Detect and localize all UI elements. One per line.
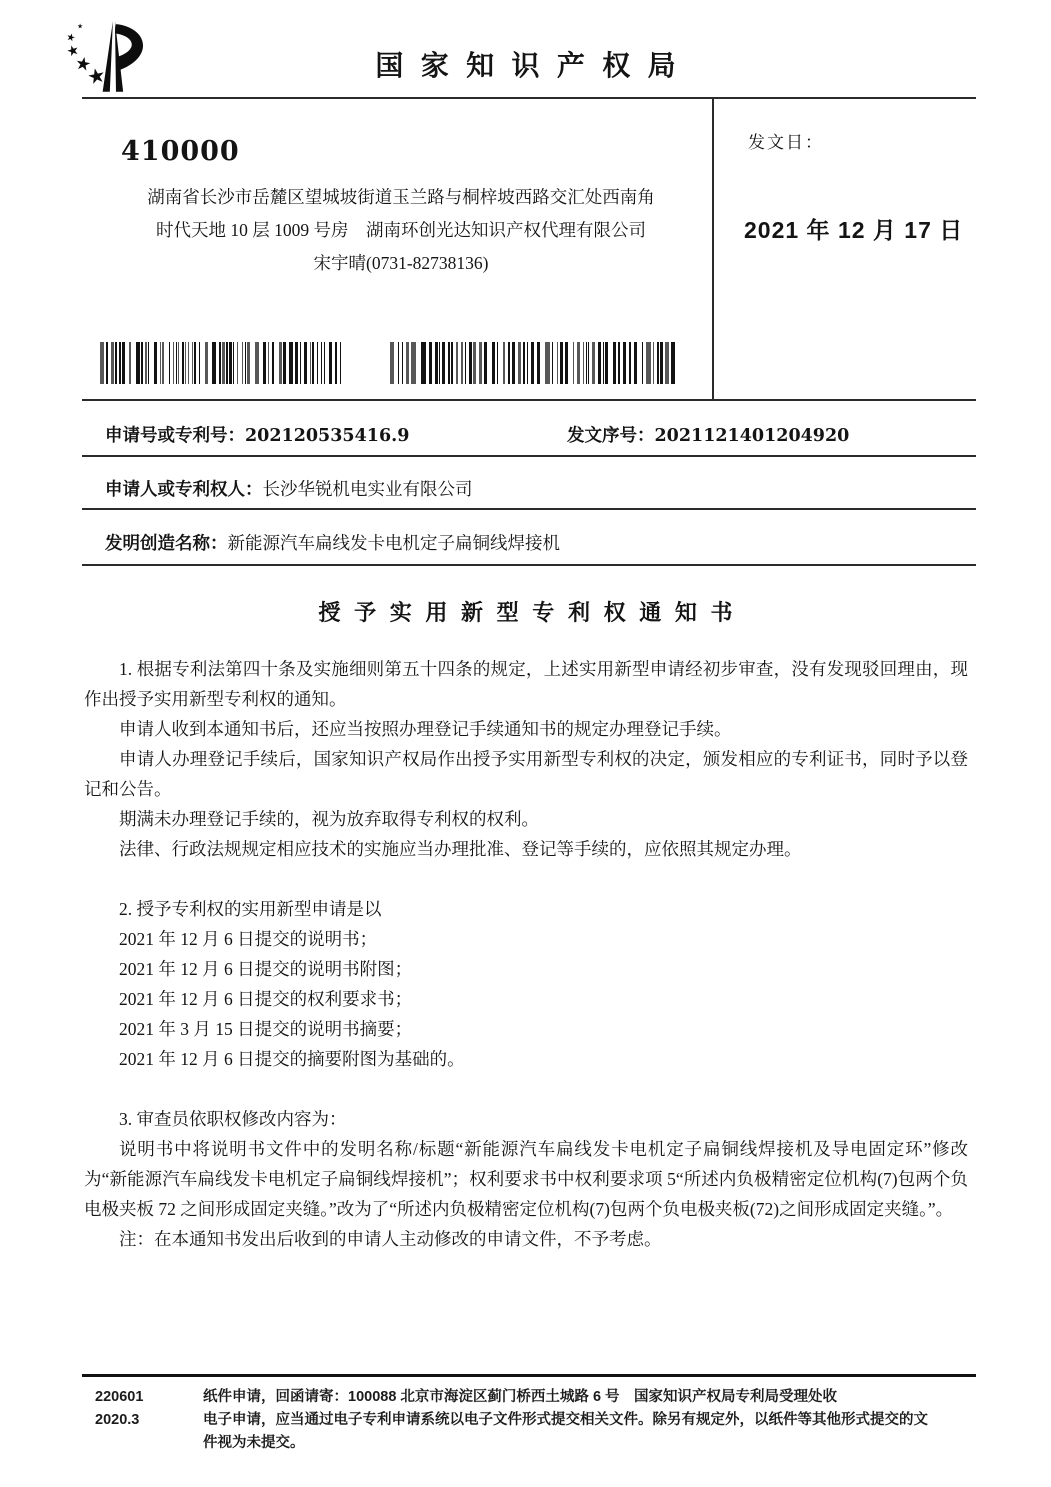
footer-paper-instruction: 纸件申请，回函请寄：100088 北京市海淀区蓟门桥西土城路 6 号 国家知识产权局专利局受理处收 [203,1389,838,1405]
invention-title-cell [82,530,560,555]
invention-title-row [82,521,976,563]
footer-divider [82,1374,976,1377]
notice-paragraph: 注：在本通知书发出后收到的申请人主动修改的申请文件，不予考虑。 [119,1229,662,1249]
notice-paragraph: 申请人收到本通知书后，还应当按照办理登记手续通知书的规定办理登记手续。 [119,719,732,739]
divider [82,399,976,401]
divider [82,455,976,457]
notice-paragraph: 申请人办理登记手续后，国家知识产权局作出授予实用新型专利权的决定，颁发相应的专利证书，同时予以登记和公告。 [84,749,968,799]
notice-body [84,654,968,1254]
notice-paragraph: 2021 年 12 月 6 日提交的权利要求书； [119,989,413,1009]
dispatch-number-cell [567,422,849,447]
barcode-right [390,342,678,384]
invention-title-label: 发明创造名称： [105,532,228,553]
notice-paragraph: 说明书中将说明书文件中的发明名称/标题“新能源汽车扁线发卡电机定子扁铜线焊接机及导电固定环”修改为“新能源汽车扁线发卡电机定子扁铜线焊接机”；权利要求书中权利要求项 5“所述内负极精密定位机构(7)包两个负电极夹板 72 之间形成固定夹缝。”改为了“所述内负极精密定位机构(7)包两个负电极夹板(72)之间形成固定夹缝。”。 [84,1139,968,1219]
applicant-value: 长沙华锐机电实业有限公司 [262,478,473,499]
notice-paragraph: 2021 年 12 月 6 日提交的说明书附图； [119,959,413,979]
application-number-row [82,413,976,455]
footer-electronic-instruction: 电子申请，应当通过电子专利申请系统以电子文件形式提交相关文件。除另有规定外，以纸件等其他形式提交的文件视为未提交。 [203,1412,928,1451]
agency-title: 国家知识产权局 [375,51,693,82]
barcode-left [100,342,341,384]
recipient-address-line1: 湖南省长沙市岳麓区望城坡街道玉兰路与桐梓坡西路交汇处西南角 [147,187,655,207]
notice-paragraph: 1. 根据专利法第四十条及实施细则第五十四条的规定，上述实用新型申请经初步审查，没有发现驳回理由，现作出授予实用新型专利权的通知。 [84,659,968,709]
dispatch-number-label: 发文序号： [567,424,655,445]
recipient-block [95,130,707,280]
footer-form-version: 2020.3 [95,1412,140,1428]
applicant-cell [82,476,473,501]
application-number-cell [82,422,567,447]
footer-form-code: 220601 [95,1389,144,1405]
divider [82,564,976,566]
notice-paragraph [84,864,968,894]
notice-paragraph: 3. 审查员依职权修改内容为： [119,1109,347,1129]
footer-instructions [203,1386,940,1455]
notice-paragraph: 2021 年 3 月 15 日提交的说明书摘要； [119,1019,413,1039]
notice-paragraph: 法律、行政法规规定相应技术的实施应当办理批准、登记等手续的，应依照其规定办理。 [119,839,802,859]
recipient-address-line2: 时代天地 10 层 1009 号房 湖南环创光达知识产权代理有限公司 [156,220,646,240]
application-number-value: 202120535416.9 [245,425,410,446]
notice-title: 授予实用新型专利权通知书 [318,600,747,625]
applicant-label: 申请人或专利权人： [105,478,263,499]
applicant-row [82,468,976,508]
address-date-divider [712,98,714,400]
notice-paragraph: 期满未办理登记手续的，视为放弃取得专利权的权利。 [119,809,539,829]
footer [95,1386,975,1455]
notice-paragraph: 2. 授予专利权的实用新型申请是以 [119,899,382,919]
notice-paragraph: 2021 年 12 月 6 日提交的说明书； [119,929,378,949]
dispatch-number-value: 2021121401204920 [654,425,850,446]
notice-paragraph [84,1074,968,1104]
recipient-postcode: 410000 [121,136,240,167]
dispatch-date-value: 2021 年 12 月 17 日 [744,217,964,243]
invention-title-value: 新能源汽车扁线发卡电机定子扁铜线焊接机 [227,532,560,553]
header-divider [82,97,976,99]
notice-paragraph: 2021 年 12 月 6 日提交的摘要附图为基础的。 [119,1049,465,1069]
footer-form-codes [95,1386,203,1455]
recipient-contact: 宋宇晴(0731-82738136) [313,253,489,273]
application-number-label: 申请号或专利号： [105,424,245,445]
divider [82,508,976,510]
dispatch-date-label: 发文日： [748,133,824,152]
